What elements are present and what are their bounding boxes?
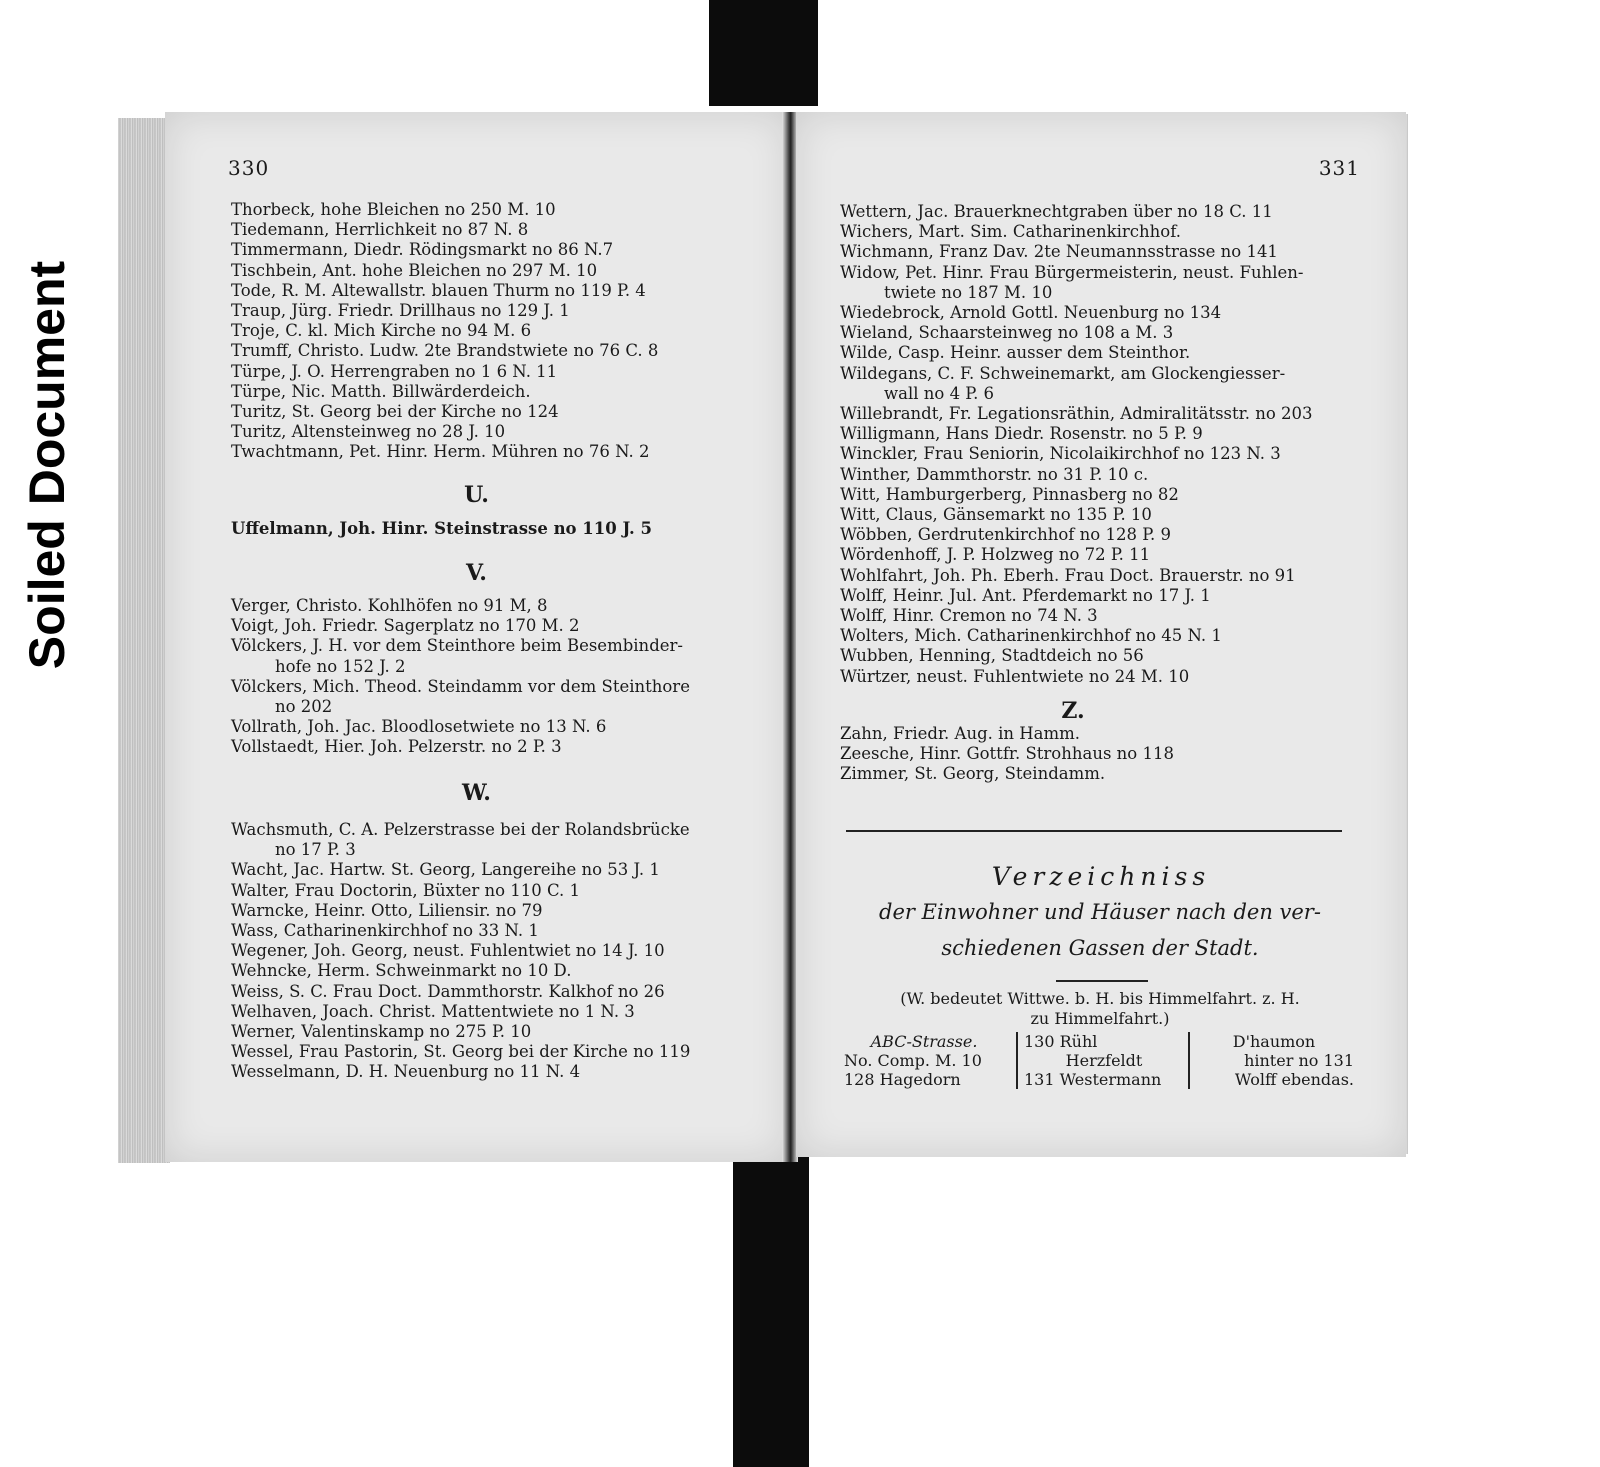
entry-line: Willebrandt, Fr. Legationsräthin, Admiralitätsstr. no 203 bbox=[840, 404, 1313, 424]
directory-entry: Zimmer, St. Georg, Steindamm. bbox=[840, 764, 1106, 784]
directory-entry bbox=[840, 364, 1360, 404]
section-letter-v: V. bbox=[466, 560, 487, 586]
directory-entry bbox=[231, 921, 771, 941]
entry-line: Völckers, Mich. Theod. Steindamm vor dem Steinthore bbox=[231, 676, 690, 696]
directory-entry bbox=[231, 1002, 771, 1022]
directory-entry bbox=[231, 982, 771, 1002]
entry-line: Wegener, Joh. Georg, neust. Fuhlentwiet no 14 J. 10 bbox=[231, 941, 665, 961]
directory-entry bbox=[231, 1042, 771, 1062]
street-name: ABC-Strasse. bbox=[870, 1032, 978, 1051]
directory-entry: Zahn, Friedr. Aug. in Hamm. bbox=[840, 724, 1081, 743]
directory-entry bbox=[231, 677, 771, 717]
entry-line: Wachsmuth, C. A. Pelzerstrasse bei der Rolandsbrücke bbox=[231, 820, 690, 839]
directory-entry: Türpe, J. O. Herrengraben no 1 6 N. 11 bbox=[231, 361, 558, 381]
entries-w-continued-list bbox=[840, 202, 1360, 687]
directory-entry bbox=[840, 485, 1360, 505]
entry-line: Willigmann, Hans Diedr. Rosenstr. no 5 P. 9 bbox=[840, 424, 1203, 444]
left-page bbox=[165, 112, 788, 1162]
entry-line: Vollstaedt, Hier. Joh. Pelzerstr. no 2 P. 3 bbox=[231, 737, 562, 757]
directory-entry bbox=[840, 343, 1360, 363]
soiled-document-stamp bbox=[18, 205, 76, 725]
entry-line: Wacht, Jac. Hartw. St. Georg, Langereihe no 53 J. 1 bbox=[231, 860, 660, 880]
directory-entry bbox=[231, 1022, 771, 1042]
directory-entry bbox=[231, 881, 771, 901]
entry-line: Wass, Catharinenkirchhof no 33 N. 1 bbox=[231, 921, 539, 941]
entry-continuation: wall no 4 P. 6 bbox=[884, 383, 995, 403]
directory-entry bbox=[231, 941, 771, 961]
entry-line: Völckers, J. H. vor dem Steinthore beim Besembinder- bbox=[231, 636, 683, 656]
stamp-text: Soiled Document bbox=[19, 260, 75, 670]
directory-entry bbox=[840, 202, 1360, 222]
entry-line: Wessel, Frau Pastorin, St. Georg bei der Kirche no 119 bbox=[231, 1042, 691, 1062]
directory-entry bbox=[840, 303, 1360, 323]
entries-v-list bbox=[231, 596, 771, 758]
entry-line: Werner, Valentinskamp no 275 P. 10 bbox=[231, 1022, 532, 1042]
page-edges-left bbox=[118, 118, 170, 1163]
table-cell: Herzfeldt bbox=[1065, 1051, 1143, 1070]
entry-line: Wehncke, Herm. Schweinmarkt no 10 D. bbox=[231, 961, 572, 981]
directory-entry: Turitz, St. Georg bei der Kirche no 124 bbox=[231, 402, 559, 422]
entry-continuation: twiete no 187 M. 10 bbox=[884, 282, 1053, 302]
entry-line: Wichmann, Franz Dav. 2te Neumannsstrasse no 141 bbox=[840, 242, 1278, 262]
directory-entry: Tode, R. M. Altewallstr. blauen Thurm no 119 P. 4 bbox=[231, 280, 646, 300]
entry-line: Winther, Dammthorstr. no 31 P. 10 c. bbox=[840, 464, 1149, 484]
entry-continuation: no 202 bbox=[275, 697, 333, 717]
entry-line: Wildegans, C. F. Schweinemarkt, am Glockengiesser- bbox=[840, 363, 1286, 383]
directory-entry bbox=[840, 586, 1360, 606]
entry-line: Witt, Hamburgerberg, Pinnasberg no 82 bbox=[840, 484, 1179, 504]
entry-line: Wolff, Heinr. Jul. Ant. Pferdemarkt no 17 J. 1 bbox=[840, 585, 1211, 605]
directory-entry bbox=[231, 961, 771, 981]
directory-entry: Türpe, Nic. Matth. Billwärderdeich. bbox=[231, 381, 531, 401]
entry-line: Wieland, Schaarsteinweg no 108 a M. 3 bbox=[840, 323, 1174, 343]
entry-line: Wolters, Mich. Catharinenkirchhof no 45 N. 1 bbox=[840, 626, 1222, 646]
binding-strip-bottom bbox=[733, 1135, 809, 1467]
page-number-right: 331 bbox=[1318, 156, 1360, 180]
street-table-column-2 bbox=[1016, 1032, 1190, 1089]
street-table-column-1 bbox=[840, 1032, 1008, 1089]
entry-line: Witt, Claus, Gänsemarkt no 135 P. 10 bbox=[840, 505, 1152, 525]
directory-entry: Timmermann, Diedr. Rödingsmarkt no 86 N.7 bbox=[231, 240, 614, 260]
directory-entry bbox=[231, 860, 771, 880]
directory-entry bbox=[840, 525, 1360, 545]
entry-line: Wöbben, Gerdrutenkirchhof no 128 P. 9 bbox=[840, 525, 1171, 545]
directory-entry bbox=[231, 636, 771, 676]
section-divider bbox=[846, 830, 1342, 832]
entry-line: Vollrath, Joh. Jac. Bloodlosetwiete no 13 N. 6 bbox=[231, 717, 607, 737]
directory-entry bbox=[231, 717, 771, 737]
entry-line: Wilde, Casp. Heinr. ausser dem Steinthor. bbox=[840, 343, 1191, 363]
section-letter-w: W. bbox=[462, 780, 491, 806]
entries-u-list bbox=[231, 519, 771, 539]
entry-line: Würtzer, neust. Fuhlentwiete no 24 M. 10 bbox=[840, 666, 1190, 686]
directory-entry bbox=[231, 901, 771, 921]
directory-entry: Uffelmann, Joh. Hinr. Steinstrasse no 110 J. 5 bbox=[231, 519, 652, 538]
table-cell: 130 Rühl bbox=[1024, 1032, 1098, 1051]
directory-entry bbox=[840, 465, 1360, 485]
directory-entry bbox=[840, 667, 1360, 687]
directory-entry bbox=[840, 263, 1360, 303]
directory-entry bbox=[231, 820, 771, 860]
directory-entry: Troje, C. kl. Mich Kirche no 94 M. 6 bbox=[231, 321, 532, 341]
entry-line: Welhaven, Joach. Christ. Mattentwiete no 1 N. 3 bbox=[231, 1001, 635, 1021]
entry-line: Wördenhoff, J. P. Holzweg no 72 P. 11 bbox=[840, 545, 1151, 565]
entry-line: Weiss, S. C. Frau Doct. Dammthorstr. Kalkhof no 26 bbox=[231, 981, 665, 1001]
subheading-line-1: der Einwohner und Häuser nach den ver- bbox=[879, 900, 1321, 924]
directory-entry bbox=[840, 404, 1360, 424]
street-table bbox=[840, 1032, 1364, 1089]
entry-line: Wohlfahrt, Joh. Ph. Eberh. Frau Doct. Brauerstr. no 91 bbox=[840, 565, 1296, 585]
directory-entry bbox=[840, 323, 1360, 343]
entry-line: Wichers, Mart. Sim. Catharinenkirchhof. bbox=[840, 222, 1181, 242]
entry-continuation: no 17 P. 3 bbox=[275, 840, 356, 860]
page-number-left: 330 bbox=[228, 156, 270, 180]
directory-entry: Tischbein, Ant. hohe Bleichen no 297 M. 10 bbox=[231, 260, 598, 280]
short-divider bbox=[1056, 980, 1148, 982]
directory-entry: Traup, Jürg. Friedr. Drillhaus no 129 J. 1 bbox=[231, 301, 570, 321]
note-line-2: zu Himmelfahrt.) bbox=[1030, 1009, 1170, 1028]
table-cell: hinter no 131 bbox=[1244, 1051, 1354, 1070]
street-table-column-3 bbox=[1190, 1032, 1358, 1089]
directory-entry bbox=[840, 222, 1360, 242]
directory-entry bbox=[840, 566, 1360, 586]
register-heading: Verzeichniss bbox=[991, 862, 1211, 891]
entry-line: Warncke, Heinr. Otto, Liliensir. no 79 bbox=[231, 900, 543, 920]
entry-line: Wolff, Hinr. Cremon no 74 N. 3 bbox=[840, 606, 1098, 626]
directory-entry: Zeesche, Hinr. Gottfr. Strohhaus no 118 bbox=[840, 744, 1174, 764]
note-line-1: (W. bedeutet Wittwe. b. H. bis Himmelfahrt. z. H. bbox=[900, 989, 1300, 1008]
directory-entry: Thorbeck, hohe Bleichen no 250 M. 10 bbox=[231, 200, 556, 219]
entry-continuation: hofe no 152 J. 2 bbox=[275, 656, 406, 676]
entries-z-list bbox=[840, 724, 1360, 785]
entry-line: Wesselmann, D. H. Neuenburg no 11 N. 4 bbox=[231, 1062, 581, 1082]
abbreviation-note bbox=[840, 989, 1360, 1029]
directory-entry bbox=[231, 596, 771, 616]
directory-entry bbox=[840, 606, 1360, 626]
entry-line: Verger, Christo. Kohlhöfen no 91 M, 8 bbox=[231, 596, 548, 615]
table-cell: No. Comp. M. 10 bbox=[844, 1051, 982, 1070]
directory-entry bbox=[840, 545, 1360, 565]
section-letter-u: U. bbox=[464, 482, 489, 508]
entry-line: Winckler, Frau Seniorin, Nicolaikirchhof no 123 N. 3 bbox=[840, 444, 1281, 464]
directory-entry: Twachtmann, Pet. Hinr. Herm. Mühren no 76 N. 2 bbox=[231, 442, 650, 462]
directory-entry bbox=[231, 737, 771, 757]
entries-t-list bbox=[231, 200, 771, 463]
directory-entry bbox=[840, 242, 1360, 262]
directory-entry bbox=[840, 444, 1360, 464]
binding-strip-top bbox=[709, 0, 818, 106]
register-subheading bbox=[840, 894, 1360, 966]
directory-entry: Trumff, Christo. Ludw. 2te Brandstwiete no 76 C. 8 bbox=[231, 341, 659, 361]
entry-line: Walter, Frau Doctorin, Büxter no 110 C. 1 bbox=[231, 880, 581, 900]
table-cell: 128 Hagedorn bbox=[844, 1070, 961, 1089]
right-page bbox=[796, 112, 1406, 1157]
section-letter-z: Z. bbox=[1061, 698, 1085, 724]
table-cell: 131 Westermann bbox=[1024, 1070, 1162, 1089]
table-cell: Wolff ebendas. bbox=[1234, 1070, 1354, 1089]
entry-line: Wubben, Henning, Stadtdeich no 56 bbox=[840, 646, 1144, 666]
entries-w-list bbox=[231, 820, 771, 1083]
directory-entry bbox=[840, 646, 1360, 666]
table-cell: D'haumon bbox=[1232, 1032, 1316, 1051]
directory-entry bbox=[231, 616, 771, 636]
subheading-line-2: schiedenen Gassen der Stadt. bbox=[941, 936, 1259, 960]
directory-entry bbox=[231, 1062, 771, 1082]
directory-entry bbox=[840, 424, 1360, 444]
directory-entry bbox=[840, 505, 1360, 525]
entry-line: Widow, Pet. Hinr. Frau Bürgermeisterin, neust. Fuhlen- bbox=[840, 262, 1304, 282]
directory-entry bbox=[840, 626, 1360, 646]
entry-line: Wiedebrock, Arnold Gottl. Neuenburg no 134 bbox=[840, 303, 1222, 323]
entry-line: Wettern, Jac. Brauerknechtgraben über no 18 C. 11 bbox=[840, 202, 1273, 221]
entry-line: Voigt, Joh. Friedr. Sagerplatz no 170 M. 2 bbox=[231, 616, 580, 636]
directory-entry: Tiedemann, Herrlichkeit no 87 N. 8 bbox=[231, 220, 529, 240]
directory-entry: Turitz, Altensteinweg no 28 J. 10 bbox=[231, 422, 506, 442]
